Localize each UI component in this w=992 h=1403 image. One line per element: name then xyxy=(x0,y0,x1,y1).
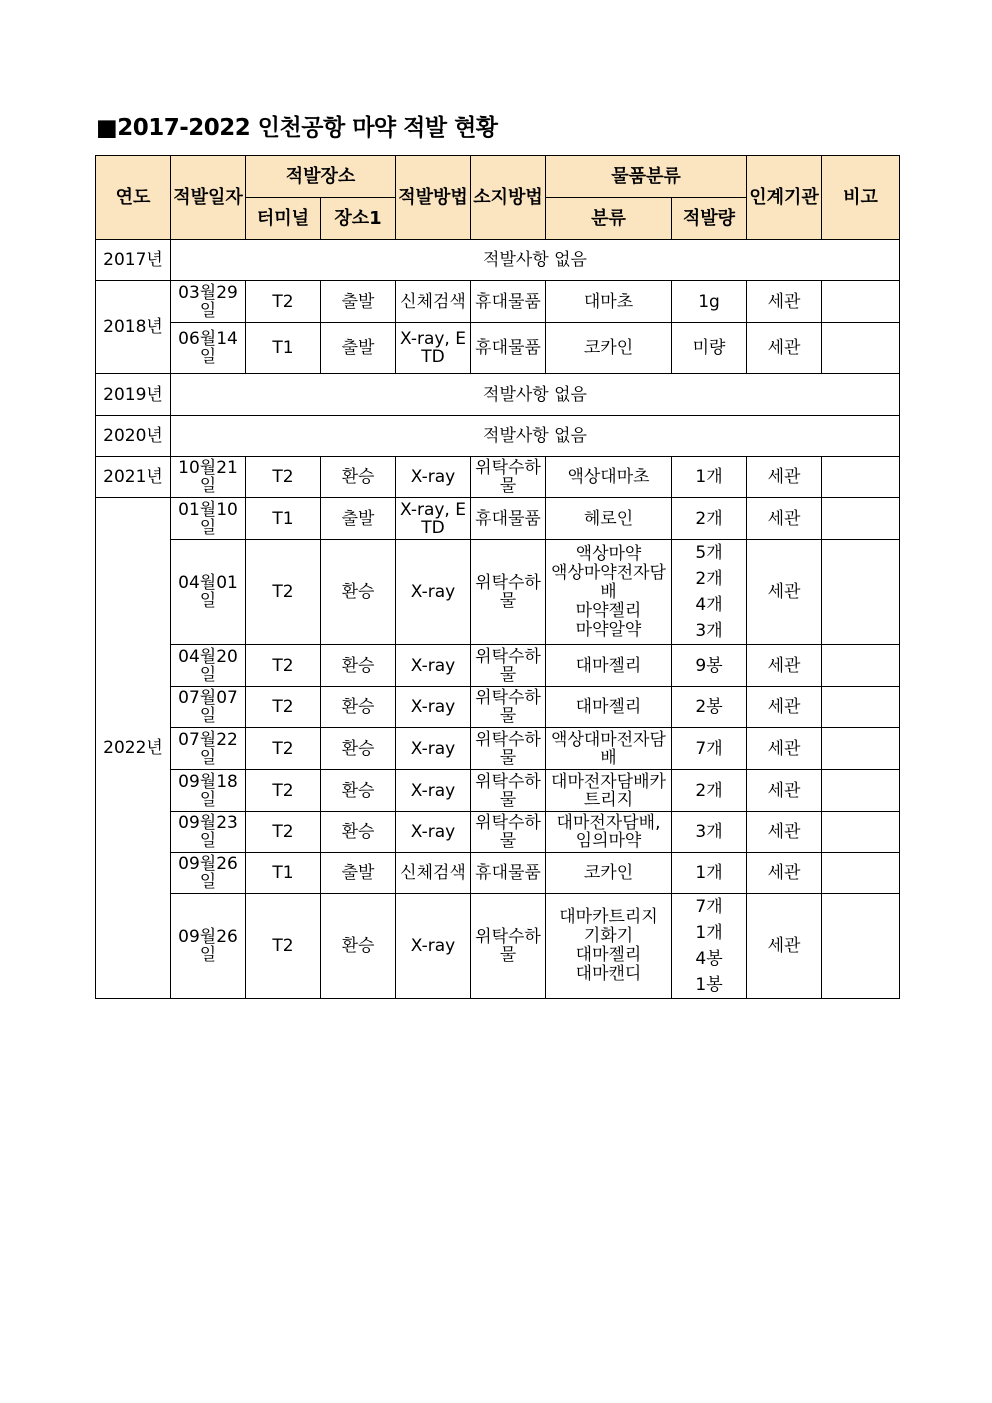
table-header xyxy=(96,156,900,240)
carrier-cell: 위탁수하물 xyxy=(471,457,546,498)
note-cell xyxy=(822,457,900,498)
table-row xyxy=(96,770,900,812)
header-category: 물품분류 xyxy=(546,156,747,198)
method-cell: X-ray, ETD xyxy=(396,498,471,540)
method-cell: X-ray xyxy=(396,687,471,728)
year-cell: 2017년 xyxy=(96,240,171,281)
amount-line: 3개 xyxy=(695,621,723,641)
amount-cell: 7개 xyxy=(672,728,747,770)
table-row xyxy=(96,812,900,853)
table-row xyxy=(96,645,900,687)
terminal-cell: T2 xyxy=(246,457,321,498)
type-cell: 대마젤리 xyxy=(546,645,672,687)
note-cell xyxy=(822,894,900,999)
header-method: 적발방법 xyxy=(396,156,471,240)
place-cell: 환승 xyxy=(321,894,396,999)
agency-cell: 세관 xyxy=(747,728,822,770)
note-cell xyxy=(822,645,900,687)
year-cell: 2018년 xyxy=(96,281,171,374)
place-cell: 환승 xyxy=(321,812,396,853)
agency-cell: 세관 xyxy=(747,498,822,540)
amount-cell: 미량 xyxy=(672,323,747,374)
place-cell: 출발 xyxy=(321,853,396,894)
terminal-cell: T2 xyxy=(246,645,321,687)
no-detection-text: 적발사항 없음 xyxy=(171,240,900,281)
agency-cell: 세관 xyxy=(747,812,822,853)
amount-cell: 1개 xyxy=(672,457,747,498)
method-cell: X-ray xyxy=(396,894,471,999)
terminal-cell: T2 xyxy=(246,894,321,999)
method-cell: 신체검색 xyxy=(396,853,471,894)
amount-cell xyxy=(672,894,747,999)
amount-cell: 1개 xyxy=(672,853,747,894)
no-detection-text: 적발사항 없음 xyxy=(171,416,900,457)
carrier-cell: 휴대물품 xyxy=(471,498,546,540)
date-cell: 07월07일 xyxy=(171,687,246,728)
type-line: 기화기 xyxy=(583,926,634,946)
date-cell: 01월10일 xyxy=(171,498,246,540)
note-cell xyxy=(822,323,900,374)
carrier-cell: 휴대물품 xyxy=(471,323,546,374)
seizure-table xyxy=(95,155,900,999)
table-row xyxy=(96,416,900,457)
method-cell: X-ray xyxy=(396,540,471,645)
header-year: 연도 xyxy=(96,156,171,240)
carrier-cell: 휴대물품 xyxy=(471,853,546,894)
amount-line: 7개 xyxy=(695,897,723,917)
method-cell: X-ray xyxy=(396,770,471,812)
amount-cell: 1g xyxy=(672,281,747,323)
agency-cell: 세관 xyxy=(747,323,822,374)
type-cell: 액상대마초 xyxy=(546,457,672,498)
amount-line: 5개 xyxy=(695,543,723,563)
amount-line: 1개 xyxy=(695,923,723,943)
place-cell: 환승 xyxy=(321,728,396,770)
agency-cell: 세관 xyxy=(747,853,822,894)
type-line: 액상마약전자담배 xyxy=(551,562,666,602)
agency-cell: 세관 xyxy=(747,770,822,812)
type-cell: 헤로인 xyxy=(546,498,672,540)
place-cell: 출발 xyxy=(321,498,396,540)
carrier-cell: 위탁수하물 xyxy=(471,770,546,812)
page-title: ■2017-2022 인천공항 마약 적발 현황 xyxy=(96,115,498,141)
method-cell: X-ray xyxy=(396,812,471,853)
place-cell: 출발 xyxy=(321,323,396,374)
table-row xyxy=(96,853,900,894)
year-cell: 2019년 xyxy=(96,374,171,416)
date-cell: 09월26일 xyxy=(171,853,246,894)
type-cell xyxy=(546,540,672,645)
amount-cell: 2개 xyxy=(672,498,747,540)
header-type: 분류 xyxy=(546,198,672,240)
agency-cell: 세관 xyxy=(747,645,822,687)
carrier-cell: 위탁수하물 xyxy=(471,728,546,770)
terminal-cell: T2 xyxy=(246,687,321,728)
table-row xyxy=(96,540,900,645)
agency-cell: 세관 xyxy=(747,281,822,323)
carrier-cell: 위탁수하물 xyxy=(471,540,546,645)
agency-cell: 세관 xyxy=(747,540,822,645)
date-cell: 04월20일 xyxy=(171,645,246,687)
place-cell: 환승 xyxy=(321,540,396,645)
type-line: 액상마약 xyxy=(575,543,642,564)
amount-cell: 9봉 xyxy=(672,645,747,687)
no-detection-text: 적발사항 없음 xyxy=(171,374,900,416)
date-cell: 09월23일 xyxy=(171,812,246,853)
amount-cell: 3개 xyxy=(672,812,747,853)
agency-cell: 세관 xyxy=(747,894,822,999)
terminal-cell: T2 xyxy=(246,770,321,812)
type-cell: 대마초 xyxy=(546,281,672,323)
note-cell xyxy=(822,812,900,853)
type-cell: 코카인 xyxy=(546,323,672,374)
type-line: 마약알약 xyxy=(575,619,642,640)
terminal-cell: T2 xyxy=(246,728,321,770)
type-cell: 대마전자담배, 임의마약 xyxy=(546,812,672,853)
date-cell: 10월21일 xyxy=(171,457,246,498)
amount-line: 1봉 xyxy=(695,975,723,995)
type-cell: 대마전자담배카트리지 xyxy=(546,770,672,812)
table-row xyxy=(96,281,900,323)
agency-cell: 세관 xyxy=(747,687,822,728)
type-line: 마약젤리 xyxy=(575,600,642,621)
year-cell: 2020년 xyxy=(96,416,171,457)
header-terminal: 터미널 xyxy=(246,198,321,240)
header-place1: 장소1 xyxy=(321,198,396,240)
amount-line: 4봉 xyxy=(695,949,723,969)
date-cell: 07월22일 xyxy=(171,728,246,770)
amount-line: 2개 xyxy=(695,569,723,589)
year-cell: 2021년 xyxy=(96,457,171,498)
carrier-cell: 휴대물품 xyxy=(471,281,546,323)
header-place: 적발장소 xyxy=(246,156,396,198)
method-cell: X-ray xyxy=(396,728,471,770)
type-line: 대마캔디 xyxy=(575,964,642,984)
table-row xyxy=(96,894,900,999)
year-cell: 2022년 xyxy=(96,498,171,999)
table-row xyxy=(96,457,900,498)
header-carrier: 소지방법 xyxy=(471,156,546,240)
type-line: 대마젤리 xyxy=(575,945,642,965)
date-cell: 06월14일 xyxy=(171,323,246,374)
method-cell: 신체검색 xyxy=(396,281,471,323)
terminal-cell: T1 xyxy=(246,853,321,894)
note-cell xyxy=(822,770,900,812)
place-cell: 환승 xyxy=(321,770,396,812)
terminal-cell: T1 xyxy=(246,498,321,540)
type-cell: 대마젤리 xyxy=(546,687,672,728)
header-amount: 적발량 xyxy=(672,198,747,240)
note-cell xyxy=(822,728,900,770)
amount-cell: 2개 xyxy=(672,770,747,812)
carrier-cell: 위탁수하물 xyxy=(471,812,546,853)
terminal-cell: T2 xyxy=(246,812,321,853)
table-row xyxy=(96,374,900,416)
date-cell: 03월29일 xyxy=(171,281,246,323)
amount-line: 4개 xyxy=(695,595,723,615)
amount-cell: 2봉 xyxy=(672,687,747,728)
carrier-cell: 위탁수하물 xyxy=(471,894,546,999)
table-row xyxy=(96,687,900,728)
type-cell: 액상대마전자담배 xyxy=(546,728,672,770)
header-agency: 인계기관 xyxy=(747,156,822,240)
method-cell: X-ray, ETD xyxy=(396,323,471,374)
carrier-cell: 위탁수하물 xyxy=(471,687,546,728)
note-cell xyxy=(822,498,900,540)
terminal-cell: T2 xyxy=(246,540,321,645)
date-cell: 09월26일 xyxy=(171,894,246,999)
table-row xyxy=(96,323,900,374)
agency-cell: 세관 xyxy=(747,457,822,498)
header-note: 비고 xyxy=(822,156,900,240)
note-cell xyxy=(822,281,900,323)
note-cell xyxy=(822,540,900,645)
type-cell: 코카인 xyxy=(546,853,672,894)
type-cell xyxy=(546,894,672,999)
note-cell xyxy=(822,853,900,894)
table-row xyxy=(96,728,900,770)
place-cell: 출발 xyxy=(321,281,396,323)
method-cell: X-ray xyxy=(396,457,471,498)
terminal-cell: T1 xyxy=(246,323,321,374)
date-cell: 04월01일 xyxy=(171,540,246,645)
type-line: 대마카트리지 xyxy=(559,907,658,927)
amount-cell xyxy=(672,540,747,645)
place-cell: 환승 xyxy=(321,645,396,687)
terminal-cell: T2 xyxy=(246,281,321,323)
method-cell: X-ray xyxy=(396,645,471,687)
carrier-cell: 위탁수하물 xyxy=(471,645,546,687)
note-cell xyxy=(822,687,900,728)
table-row xyxy=(96,240,900,281)
header-date: 적발일자 xyxy=(171,156,246,240)
place-cell: 환승 xyxy=(321,687,396,728)
place-cell: 환승 xyxy=(321,457,396,498)
table-row xyxy=(96,498,900,540)
date-cell: 09월18일 xyxy=(171,770,246,812)
